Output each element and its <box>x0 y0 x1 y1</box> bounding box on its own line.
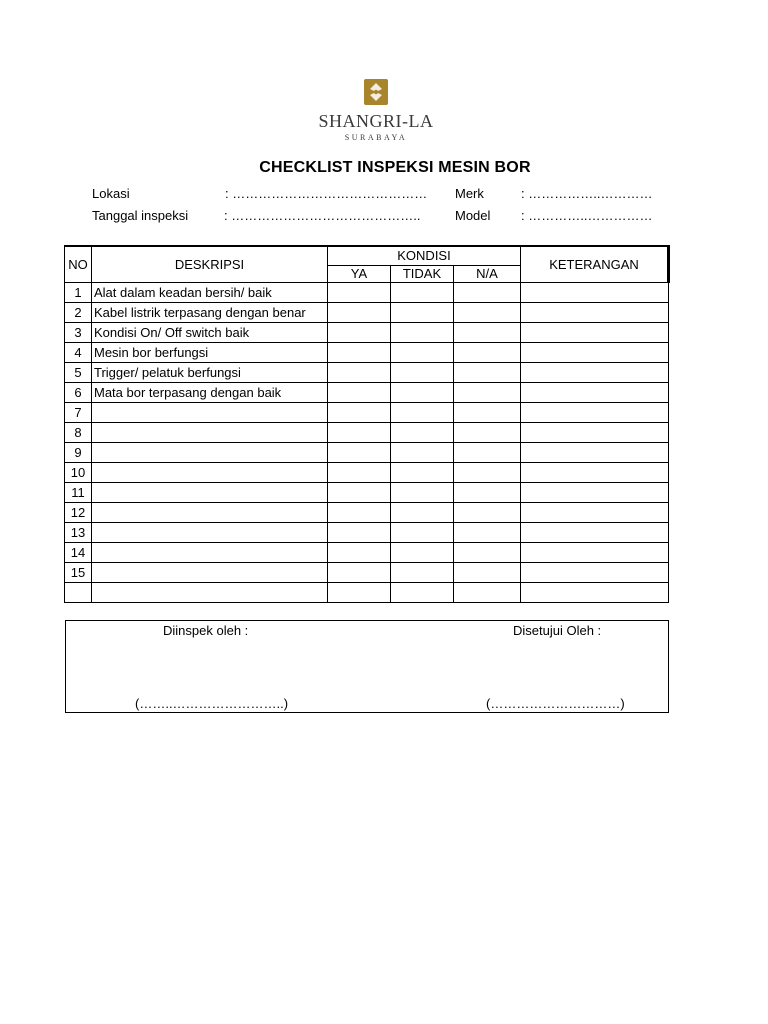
row-na-cell[interactable] <box>454 423 521 443</box>
row-no: 8 <box>65 423 92 443</box>
row-no: 5 <box>65 363 92 383</box>
row-keterangan-cell[interactable] <box>521 523 669 543</box>
inspection-table <box>64 245 670 603</box>
merk-field[interactable]: : ……………..………… <box>521 186 653 201</box>
row-tidak-cell[interactable] <box>391 443 454 463</box>
row-na-cell[interactable] <box>454 383 521 403</box>
table-row <box>65 403 669 423</box>
header-na: N/A <box>454 266 521 283</box>
table-row <box>65 583 669 603</box>
row-keterangan-cell[interactable] <box>521 583 669 603</box>
row-keterangan-cell[interactable] <box>521 483 669 503</box>
approved-by-signature-field[interactable]: (…………………………) <box>486 696 625 711</box>
row-ya-cell[interactable] <box>328 583 391 603</box>
row-deskripsi <box>92 583 328 603</box>
header-no: NO <box>65 246 92 283</box>
table-row <box>65 423 669 443</box>
row-ya-cell[interactable] <box>328 283 391 303</box>
row-keterangan-cell[interactable] <box>521 403 669 423</box>
brand-logo <box>316 78 436 144</box>
row-no <box>65 583 92 603</box>
header-deskripsi: DESKRIPSI <box>92 246 328 283</box>
header-tidak: TIDAK <box>391 266 454 283</box>
row-na-cell[interactable] <box>454 523 521 543</box>
row-na-cell[interactable] <box>454 543 521 563</box>
row-keterangan-cell[interactable] <box>521 283 669 303</box>
row-no: 6 <box>65 383 92 403</box>
row-tidak-cell[interactable] <box>391 543 454 563</box>
table-header-row <box>65 246 669 266</box>
row-ya-cell[interactable] <box>328 403 391 423</box>
table-row <box>65 343 669 363</box>
row-na-cell[interactable] <box>454 583 521 603</box>
row-no: 4 <box>65 343 92 363</box>
row-tidak-cell[interactable] <box>391 303 454 323</box>
table-row <box>65 483 669 503</box>
row-na-cell[interactable] <box>454 343 521 363</box>
row-deskripsi: Mata bor terpasang dengan baik <box>92 383 328 403</box>
row-na-cell[interactable] <box>454 403 521 423</box>
row-keterangan-cell[interactable] <box>521 443 669 463</box>
row-ya-cell[interactable] <box>328 503 391 523</box>
row-deskripsi <box>92 543 328 563</box>
row-deskripsi: Kondisi On/ Off switch baik <box>92 323 328 343</box>
row-deskripsi <box>92 403 328 423</box>
row-tidak-cell[interactable] <box>391 363 454 383</box>
lokasi-field[interactable]: : ……………………………………… <box>225 186 428 201</box>
row-keterangan-cell[interactable] <box>521 323 669 343</box>
row-na-cell[interactable] <box>454 303 521 323</box>
row-ya-cell[interactable] <box>328 363 391 383</box>
row-ya-cell[interactable] <box>328 543 391 563</box>
approved-by-label: Disetujui Oleh : <box>513 623 602 638</box>
table-row <box>65 503 669 523</box>
row-tidak-cell[interactable] <box>391 563 454 583</box>
document-title: CHECKLIST INSPEKSI MESIN BOR <box>259 159 531 176</box>
row-ya-cell[interactable] <box>328 423 391 443</box>
table-row <box>65 323 669 343</box>
row-tidak-cell[interactable] <box>391 403 454 423</box>
row-no: 11 <box>65 483 92 503</box>
row-ya-cell[interactable] <box>328 323 391 343</box>
table-row <box>65 523 669 543</box>
row-deskripsi <box>92 443 328 463</box>
brand-city: SURABAYA <box>344 133 408 142</box>
row-keterangan-cell[interactable] <box>521 343 669 363</box>
inspected-by-label: Diinspek oleh : <box>163 623 249 638</box>
row-na-cell[interactable] <box>454 283 521 303</box>
row-tidak-cell[interactable] <box>391 283 454 303</box>
row-no: 12 <box>65 503 92 523</box>
row-no: 2 <box>65 303 92 323</box>
inspected-by-signature-field[interactable]: (……..……………………..) <box>135 696 289 711</box>
row-keterangan-cell[interactable] <box>521 423 669 443</box>
row-no: 14 <box>65 543 92 563</box>
merk-label: Merk <box>455 186 484 201</box>
row-no: 3 <box>65 323 92 343</box>
tanggal-field[interactable]: : …………………………………….. <box>224 208 421 223</box>
table-row <box>65 363 669 383</box>
model-label: Model <box>455 208 491 223</box>
row-keterangan-cell[interactable] <box>521 383 669 403</box>
row-deskripsi: Trigger/ pelatuk berfungsi <box>92 363 328 383</box>
row-no: 9 <box>65 443 92 463</box>
row-tidak-cell[interactable] <box>391 503 454 523</box>
row-tidak-cell[interactable] <box>391 523 454 543</box>
shangri-la-emblem-icon <box>363 78 389 106</box>
brand-name: SHANGRI-LA <box>318 111 434 131</box>
row-ya-cell[interactable] <box>328 383 391 403</box>
row-deskripsi <box>92 523 328 543</box>
row-no: 15 <box>65 563 92 583</box>
row-na-cell[interactable] <box>454 443 521 463</box>
row-keterangan-cell[interactable] <box>521 563 669 583</box>
model-field[interactable]: : …………..…………… <box>521 208 653 223</box>
row-ya-cell[interactable] <box>328 343 391 363</box>
row-tidak-cell[interactable] <box>391 423 454 443</box>
lokasi-label: Lokasi <box>92 186 130 201</box>
row-no: 13 <box>65 523 92 543</box>
row-tidak-cell[interactable] <box>391 323 454 343</box>
row-deskripsi <box>92 563 328 583</box>
row-ya-cell[interactable] <box>328 443 391 463</box>
row-na-cell[interactable] <box>454 363 521 383</box>
row-deskripsi <box>92 423 328 443</box>
table-row <box>65 443 669 463</box>
row-deskripsi: Alat dalam keadan bersih/ baik <box>92 283 328 303</box>
row-ya-cell[interactable] <box>328 483 391 503</box>
row-ya-cell[interactable] <box>328 523 391 543</box>
row-keterangan-cell[interactable] <box>521 463 669 483</box>
signature-box <box>65 620 669 713</box>
header-kondisi: KONDISI <box>328 246 521 266</box>
row-keterangan-cell[interactable] <box>521 543 669 563</box>
row-tidak-cell[interactable] <box>391 383 454 403</box>
table-row <box>65 563 669 583</box>
table-row <box>65 303 669 323</box>
row-deskripsi <box>92 503 328 523</box>
row-tidak-cell[interactable] <box>391 483 454 503</box>
row-no: 10 <box>65 463 92 483</box>
row-deskripsi <box>92 483 328 503</box>
row-tidak-cell[interactable] <box>391 463 454 483</box>
row-deskripsi <box>92 463 328 483</box>
row-na-cell[interactable] <box>454 503 521 523</box>
row-no: 7 <box>65 403 92 423</box>
table-row <box>65 383 669 403</box>
row-ya-cell[interactable] <box>328 463 391 483</box>
header-ya: YA <box>328 266 391 283</box>
row-no: 1 <box>65 283 92 303</box>
row-ya-cell[interactable] <box>328 563 391 583</box>
row-na-cell[interactable] <box>454 483 521 503</box>
row-tidak-cell[interactable] <box>391 343 454 363</box>
table-row <box>65 463 669 483</box>
row-keterangan-cell[interactable] <box>521 503 669 523</box>
row-deskripsi: Mesin bor berfungsi <box>92 343 328 363</box>
row-ya-cell[interactable] <box>328 303 391 323</box>
row-deskripsi: Kabel listrik terpasang dengan benar <box>92 303 328 323</box>
row-tidak-cell[interactable] <box>391 583 454 603</box>
header-keterangan: KETERANGAN <box>521 246 669 283</box>
row-keterangan-cell[interactable] <box>521 303 669 323</box>
row-na-cell[interactable] <box>454 463 521 483</box>
table-row <box>65 283 669 303</box>
table-row <box>65 543 669 563</box>
row-keterangan-cell[interactable] <box>521 363 669 383</box>
row-na-cell[interactable] <box>454 563 521 583</box>
tanggal-label: Tanggal inspeksi <box>92 208 189 223</box>
row-na-cell[interactable] <box>454 323 521 343</box>
